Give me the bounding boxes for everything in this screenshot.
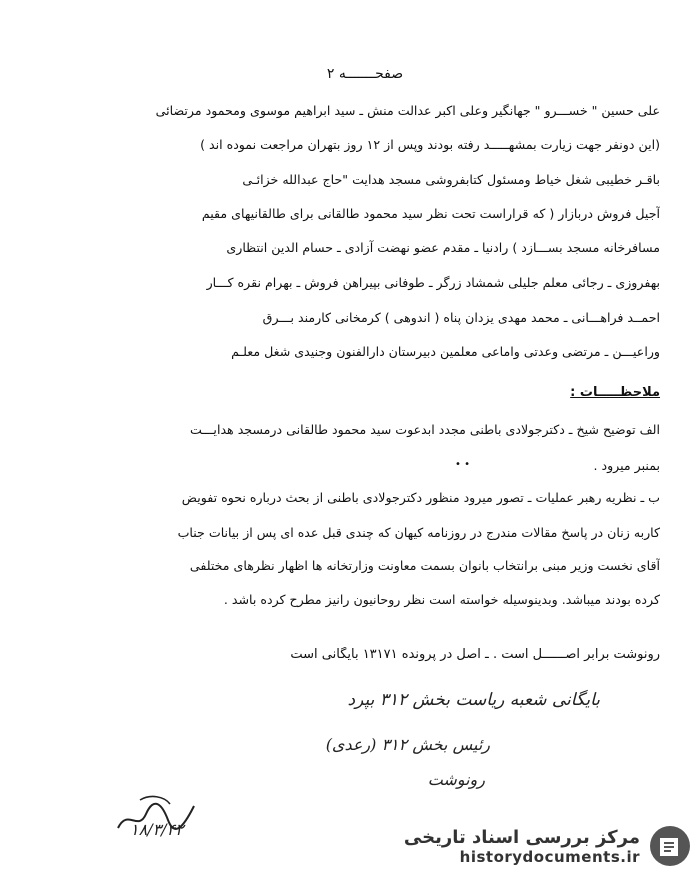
- handwritten-date: ۱۸/۳/۴۲: [130, 820, 184, 839]
- archive-watermark: [402, 822, 692, 870]
- body-line-1: علی حسین " خســـرو " جهانگیر وعلی اکبر عدالت منش ـ سید ابراهیم موسوی ومحمود مرتضائی: [155, 103, 660, 118]
- body-line-3: باقـر خطیبی شغل خیاط ومسئول کتابفروشی مسجد هدایت "حاج عبدالله خزائـی: [242, 172, 660, 187]
- handwritten-section-head: رئیس بخش ۳۱۲ (رعدی): [325, 735, 490, 754]
- note-b-line-4: کرده بودند میباشد. وبدینوسیله خواسته است نظر روحانیون رانیز مطرح کرده باشد .: [223, 592, 660, 607]
- body-line-6: بهفروزی ـ رجائی معلم جلیلی شمشاد زرگر ـ طوفانی بپیراهن فروش ـ بهرام نقره کـــار: [206, 275, 660, 290]
- note-a-line-1: الف توضیح شیخ ـ دکترجولادی باطنی مجدد ابدعوت سید محمود طالقانی درمسجد هدایـــت: [190, 422, 660, 437]
- body-line-5: مسافرخانه مسجد بســـازد ) رادنیا ـ مقدم عضو نهضت آزادی ـ حسام الدین انتظاری: [226, 240, 660, 255]
- page-number-header: صفحـــــــه ۲: [326, 66, 404, 82]
- body-line-2: (این دونفر جهت زیارت بمشهـــــد رفته بودند وپس از ۱۲ روز بتهران مراجعت نموده اند ): [200, 137, 660, 152]
- archive-logo-icon: [648, 824, 692, 868]
- watermark-url: historydocuments.ir: [459, 847, 640, 866]
- note-b-line-2: کاربه زنان در پاسخ مقالات مندرج در روزنامه کیهان که چندی قبل عده ای پس از بیانات جناب: [177, 525, 660, 540]
- watermark-name: مرکز بررسی اسناد تاریخی: [403, 826, 640, 848]
- body-line-4: آجیل فروش دربازار ( که قراراست تحت نظر سید محمود طالقانی برای طالقانیهای مقیم: [201, 206, 660, 221]
- note-a-line-2: بمنبر میرود .: [593, 458, 660, 473]
- stray-mark: • •: [455, 459, 470, 470]
- remarks-heading: ملاحظـــــات :: [570, 385, 660, 400]
- body-line-8: وراعیـــن ـ مرتضی وعدتی واماعی معلمین دبیرستان دارالفنون وجنیدی شغل معلـم: [231, 344, 660, 359]
- copy-certification-line: رونوشت برابر اصــــــل است . ـ اصل در پرونده ۱۳۱۷۱ بایگانی است: [290, 647, 660, 662]
- body-line-7: احمــد فراهـــانی ـ محمد مهدی یزدان پناه ( اندوهی ) کرمخانی کارمند بـــرق: [262, 310, 660, 325]
- note-b-line-1: ب ـ نظریه رهبر عملیات ـ تصور میرود منظور دکترجولادی باطنی از بحث درباره نحوه تفویض: [181, 490, 660, 505]
- handwritten-archive-note: بایگانی شعبه ریاست بخش ۳۱۲ بپرد: [347, 690, 600, 710]
- handwritten-copy-note: رونوشت: [427, 770, 485, 789]
- note-b-line-3: آقای نخست وزیر مبنی برانتخاب بانوان بسمت معاونت وزارتخانه ها اظهار نظرهای مختلفی: [189, 558, 660, 573]
